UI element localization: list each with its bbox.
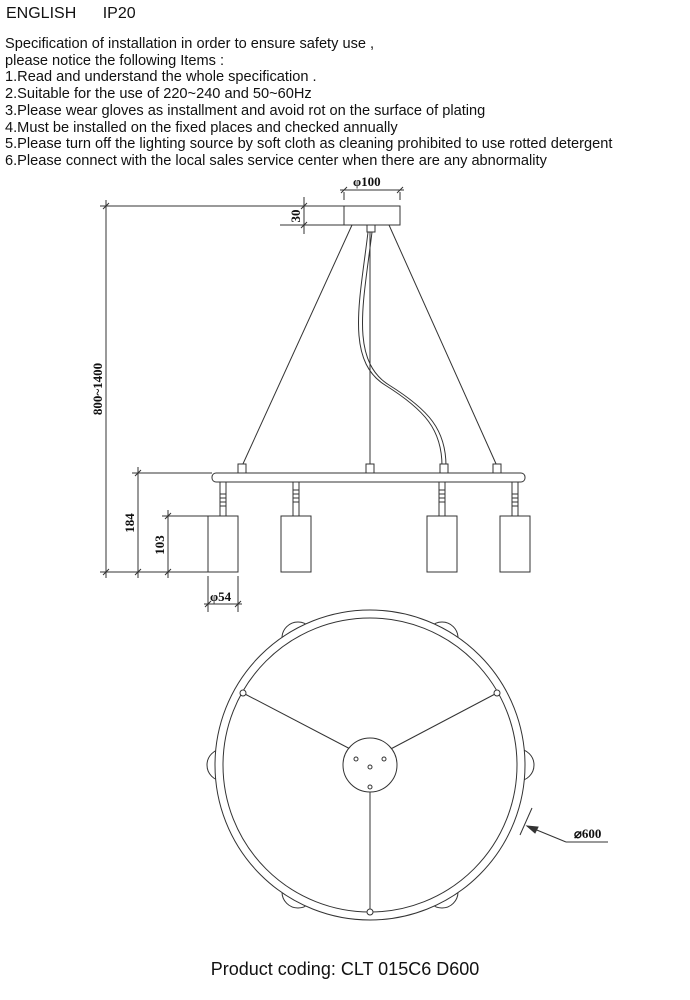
lamp-unit (427, 482, 457, 572)
wire-clip (238, 464, 246, 473)
spec-line: please notice the following Items : (5, 52, 225, 69)
lamp-unit (281, 482, 311, 572)
spec-line: 5.Please turn off the lighting source by soft cloth as cleaning prohibited to use rotted detergent (5, 136, 613, 153)
spec-line: 4.Must be installed on the fixed places and checked annually (5, 119, 398, 136)
spec-line: Specification of installation in order to ensure safety use , (5, 36, 375, 52)
canopy-height-label: 30 (288, 209, 303, 223)
dim-shade-height (162, 510, 208, 578)
total-height-label: 800~1400 (90, 362, 105, 416)
suspension-wire (242, 225, 352, 466)
shade-height-label: 103 (152, 535, 167, 555)
power-cord (362, 232, 446, 466)
canopy-connector (367, 225, 375, 232)
wire-clip (493, 464, 501, 473)
spec-line: 1.Read and understand the whole specification . (5, 69, 317, 86)
frame-bar (212, 473, 525, 482)
product-code: Product coding: CLT 015C6 D600 (210, 959, 480, 979)
canopy (344, 206, 400, 225)
canopy-diameter-label: φ100 (353, 174, 381, 189)
lamp-unit (208, 482, 238, 572)
wire-clip (440, 464, 448, 473)
spoke-mount (494, 690, 500, 696)
spec-line: 2.Suitable for the use of 220~240 and 50~60Hz (5, 86, 312, 103)
spec-line: 6.Please connect with the local sales service center when there are any abnormality (5, 152, 547, 169)
spec-line: 3.Please wear gloves as installment and avoid rot on the surface of plating (5, 102, 486, 119)
spoke-mount (367, 909, 373, 915)
ip-rating: IP20 (102, 5, 136, 22)
fixture-height-label: 184 (122, 513, 137, 533)
language-label: ENGLISH (6, 5, 77, 22)
lamp-unit (500, 482, 530, 572)
wire-clip (366, 464, 374, 473)
power-cord (358, 232, 442, 466)
ring-diameter-label: ⌀600 (574, 826, 602, 841)
spoke-mount (240, 690, 246, 696)
dim-fixture-height (132, 467, 212, 578)
shade-diameter-label: φ54 (210, 589, 232, 604)
suspension-wire (389, 225, 497, 466)
